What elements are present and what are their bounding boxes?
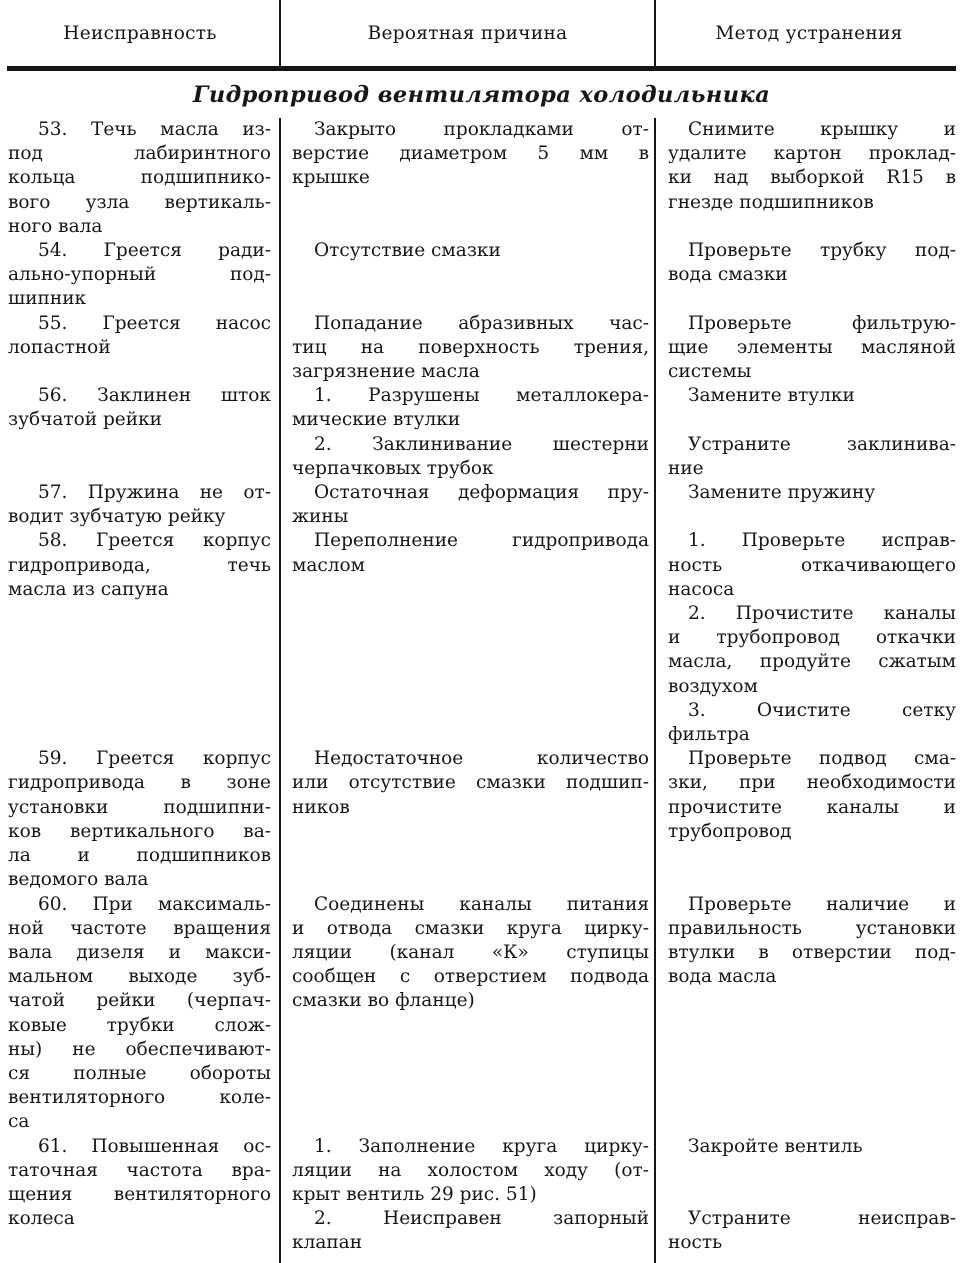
text-line: системы: [668, 361, 752, 383]
remedy-cell: [655, 481, 963, 529]
text-line: Попадание абразивных час-: [314, 312, 649, 334]
table-row: [0, 893, 963, 1135]
text-line: шипник: [8, 288, 87, 310]
text-line: щие элементы масляной: [668, 336, 956, 358]
text-line: насоса: [668, 578, 735, 600]
table-row: [0, 747, 963, 892]
remedy-cell: [655, 893, 963, 1135]
text-line: 58. Греется корпус: [38, 530, 271, 552]
text-line: вентиляторного коле-: [8, 1087, 271, 1109]
cause-cell: [280, 384, 655, 432]
text-line: 59. Греется корпус: [38, 748, 271, 770]
text-line: загрязнение масла: [292, 361, 480, 383]
header-column-divider-left: [279, 0, 281, 66]
text-line: 1. Разрушены металлокера-: [314, 385, 649, 407]
fault-cell: [0, 529, 280, 747]
table-row: [0, 118, 963, 239]
paragraph: [668, 529, 956, 602]
table-body: [0, 118, 963, 1263]
fault-cell: [0, 893, 280, 1135]
fault-cell: [0, 1135, 280, 1256]
text-line: ковые трубки слож-: [8, 1014, 271, 1036]
text-line: Остаточная деформация пру-: [314, 482, 649, 504]
fault-cell: [0, 384, 280, 432]
table-row: [0, 481, 963, 529]
text-line: таточная частота вра-: [8, 1159, 271, 1181]
text-line: [668, 1183, 956, 1207]
paragraph: [668, 118, 956, 215]
text-line: Проверьте наличие и: [688, 893, 956, 915]
paragraph: [8, 529, 271, 602]
text-line: Закрыто прокладками от-: [314, 119, 649, 140]
paragraph: [292, 529, 649, 577]
cause-cell: [280, 747, 655, 892]
text-line: втулки в отверстии под-: [668, 941, 956, 963]
text-line: ность откачивающего: [668, 554, 956, 576]
text-line: и трубопровод откачки: [668, 627, 956, 649]
text-line: крышке: [292, 167, 370, 189]
text-line: установки подшипни-: [8, 796, 271, 818]
text-line: вода смазки: [668, 264, 788, 286]
header-column-divider-right: [654, 0, 656, 66]
fault-cell: [0, 433, 280, 481]
remedy-cell: [655, 747, 963, 892]
text-line: или отсутствие смазки подшип-: [292, 772, 649, 794]
paragraph: [292, 893, 649, 1014]
text-line: 1. Проверьте исправ-: [688, 530, 956, 552]
text-line: прочистите каналы и: [668, 796, 956, 818]
text-line: вода масла: [668, 966, 777, 988]
remedy-cell: [655, 1135, 963, 1256]
table-row: [0, 1135, 963, 1256]
table-row: [0, 312, 963, 385]
text-line: 61. Повышенная ос-: [38, 1135, 271, 1157]
paragraph: [668, 602, 956, 699]
text-line: Проверьте фильтрую-: [688, 312, 956, 334]
paragraph: [292, 481, 649, 529]
paragraph: [8, 893, 271, 1135]
text-line: тиц на поверхность трения,: [292, 336, 649, 358]
remedy-cell: [655, 384, 963, 432]
cause-cell: [280, 433, 655, 481]
paragraph: [8, 312, 271, 360]
text-line: сообщен с отверстием подвода: [292, 966, 649, 988]
fault-cell: [0, 312, 280, 385]
text-line: зки, при необходимости: [668, 772, 956, 794]
text-line: ность: [668, 1232, 723, 1254]
paragraph: [8, 384, 271, 432]
text-line: Устраните неисправ-: [688, 1208, 956, 1230]
fault-cell: [0, 239, 280, 312]
text-line: 54. Греется ради-: [38, 240, 271, 262]
section-title: Гидропривод вентилятора холодильника: [192, 81, 771, 108]
remedy-cell: [655, 312, 963, 385]
text-line: са: [8, 1111, 30, 1133]
text-line: 2. Неисправен запорный: [314, 1208, 649, 1230]
text-line: щения вентиляторного: [8, 1183, 271, 1205]
fault-cell: [0, 481, 280, 529]
column-header-remedy: Метод устранения: [715, 22, 903, 44]
text-line: масла из сапуна: [8, 578, 169, 600]
table-row: [0, 529, 963, 747]
column-header-cause: Вероятная причина: [367, 22, 568, 44]
paragraph: [292, 747, 649, 820]
text-line: ние: [668, 457, 704, 479]
text-line: лопастной: [8, 336, 111, 358]
table-row: [0, 239, 963, 312]
text-line: водит зубчатую рейку: [8, 506, 226, 528]
remedy-cell: [655, 239, 963, 312]
paragraph: [292, 1207, 649, 1255]
table-row: [0, 433, 963, 481]
text-line: 53. Течь масла из-: [38, 119, 271, 140]
text-line: под лабиринтного: [8, 143, 271, 165]
text-line: ляции на холостом ходу (от-: [292, 1159, 649, 1181]
text-line: Проверьте подвод сма-: [688, 748, 956, 770]
text-line: мальном выходе зуб-: [8, 966, 271, 988]
text-line: удалите картон проклад-: [668, 143, 956, 165]
text-line: чатой рейки (черпач-: [8, 990, 271, 1012]
text-line: 60. При максималь-: [38, 893, 271, 915]
body-column-divider-right: [654, 118, 656, 1263]
text-line: ла и подшипников: [8, 845, 271, 867]
paragraph: [292, 433, 649, 481]
cause-cell: [280, 893, 655, 1135]
paragraph: [668, 1159, 956, 1207]
cause-cell: [280, 239, 655, 312]
paragraph: [668, 1135, 956, 1159]
text-line: и отвода смазки круга цирку-: [292, 917, 649, 939]
cause-cell: [280, 529, 655, 747]
fault-cell: [0, 118, 280, 239]
table-header: [0, 0, 963, 66]
text-line: 2. Заклинивание шестерни: [314, 433, 649, 455]
text-line: верстие диаметром 5 мм в: [292, 143, 649, 165]
paragraph: [292, 384, 649, 432]
text-line: Соединены каналы питания: [314, 893, 649, 915]
text-line: кольца подшипнико-: [8, 167, 271, 189]
paragraph: [292, 239, 649, 263]
text-line: Проверьте трубку под-: [688, 240, 956, 262]
text-line: клапан: [292, 1232, 363, 1254]
text-line: ведомого вала: [8, 869, 149, 891]
text-line: вала дизеля и макси-: [8, 941, 271, 963]
text-line: Переполнение гидропривода: [314, 530, 649, 552]
paragraph: [668, 239, 956, 287]
text-line: гидропривода, течь: [8, 554, 271, 576]
text-line: 3. Очистите сетку: [688, 699, 956, 721]
paragraph: [8, 747, 271, 892]
text-line: Замените пружину: [688, 482, 876, 504]
paragraph: [8, 239, 271, 312]
text-line: смазки во фланце): [292, 990, 475, 1012]
text-line: [668, 1159, 956, 1183]
text-line: крыт вентиль 29 рис. 51): [292, 1183, 537, 1205]
paragraph: [668, 747, 956, 844]
remedy-cell: [655, 433, 963, 481]
paragraph: [668, 384, 956, 408]
text-line: ально-упорный под-: [8, 264, 271, 286]
paragraph: [668, 699, 956, 747]
text-line: фильтра: [668, 724, 750, 746]
cause-cell: [280, 118, 655, 239]
remedy-cell: [655, 529, 963, 747]
text-line: 56. Заклинен шток: [38, 385, 271, 407]
text-line: ки над выборкой R15 в: [668, 167, 956, 189]
paragraph: [8, 481, 271, 529]
text-line: ны) не обеспечивают-: [8, 1038, 271, 1060]
paragraph: [668, 433, 956, 481]
text-line: ляции (канал «К» ступицы: [292, 941, 649, 963]
text-line: мические втулки: [292, 409, 461, 431]
text-line: вого узла вертикаль-: [8, 191, 271, 213]
text-line: ся полные обороты: [8, 1062, 271, 1084]
text-line: масла, продуйте сжатым: [668, 651, 956, 673]
text-line: ной частоте вращения: [8, 917, 271, 939]
text-line: правильность установки: [668, 917, 956, 939]
text-line: гидропривода в зоне: [8, 772, 271, 794]
paragraph: [292, 1135, 649, 1208]
text-line: колеса: [8, 1208, 75, 1230]
cause-cell: [280, 481, 655, 529]
paragraph: [8, 1135, 271, 1232]
paragraph: [8, 118, 271, 239]
text-line: 55. Греется насос: [38, 312, 271, 334]
cause-cell: [280, 1135, 655, 1256]
text-line: ного вала: [8, 215, 103, 237]
paragraph: [668, 1207, 956, 1255]
paragraph: [668, 312, 956, 385]
text-line: черпачковых трубок: [292, 457, 494, 479]
text-line: маслом: [292, 554, 366, 576]
text-line: Устраните заклинива-: [688, 433, 956, 455]
text-line: трубопровод: [668, 820, 792, 842]
column-header-fault: Неисправность: [63, 22, 217, 44]
text-line: гнезде подшипников: [668, 191, 874, 213]
text-line: 57. Пружина не от-: [38, 482, 271, 504]
paragraph: [668, 481, 956, 505]
text-line: жины: [292, 506, 349, 528]
remedy-cell: [655, 118, 963, 239]
text-line: ков вертикального ва-: [8, 820, 271, 842]
text-line: зубчатой рейки: [8, 409, 162, 431]
text-line: Закройте вентиль: [688, 1135, 863, 1157]
text-line: ников: [292, 796, 350, 818]
text-line: 1. Заполнение круга цирку-: [314, 1135, 649, 1157]
body-column-divider-left: [279, 118, 281, 1263]
table-row: [0, 384, 963, 432]
text-line: воздухом: [668, 675, 758, 697]
fault-cell: [0, 747, 280, 892]
text-line: Недостаточное количество: [314, 748, 649, 770]
paragraph: [292, 118, 649, 191]
text-line: Снимите крышку и: [688, 119, 956, 140]
text-line: Замените втулки: [688, 385, 855, 407]
cause-cell: [280, 312, 655, 385]
paragraph: [292, 312, 649, 385]
paragraph: [668, 893, 956, 990]
text-line: Отсутствие смазки: [314, 240, 501, 262]
text-line: 2. Прочистите каналы: [688, 603, 956, 625]
